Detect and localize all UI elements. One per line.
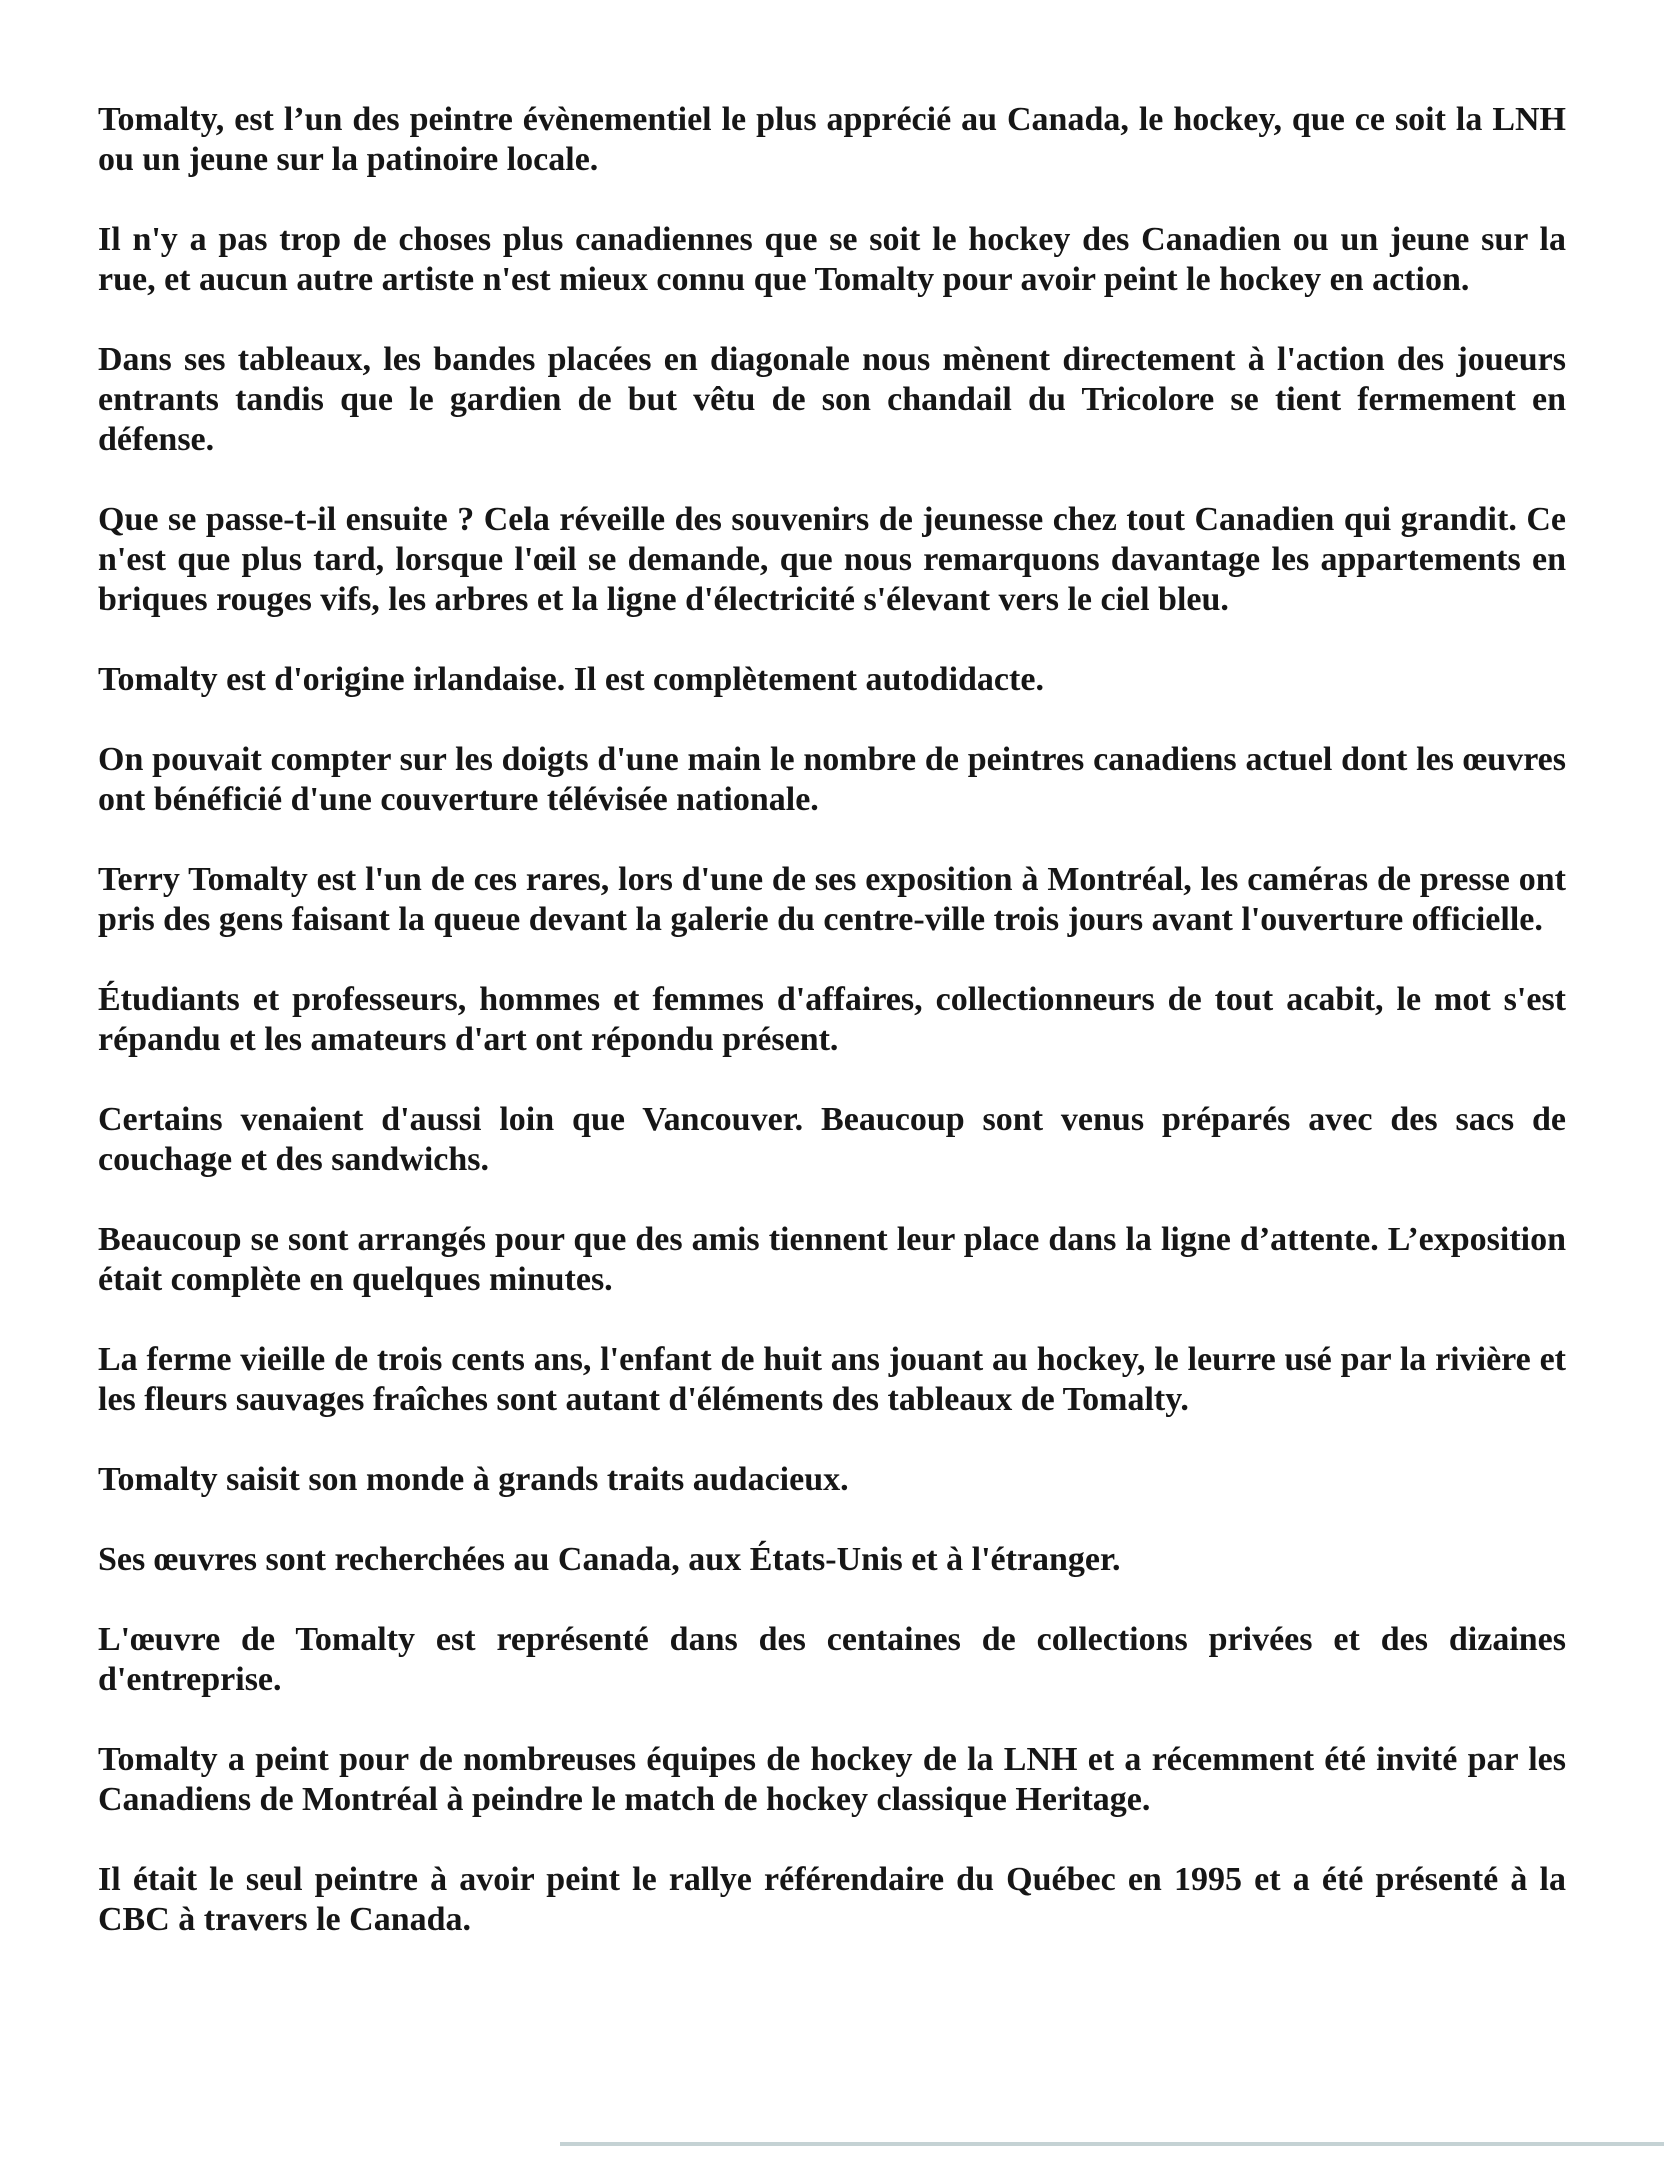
paragraph-8: Étudiants et professeurs, hommes et femmes d'affaires, collectionneurs de tout acabit, le mot s'est répandu et les amateurs d'art ont répondu présent. [98, 981, 1566, 1058]
document-body [98, 100, 1566, 1940]
scan-edge-line [560, 2142, 1664, 2146]
paragraph-16: Il était le seul peintre à avoir peint le rallye référendaire du Québec en 1995 et a été présenté à la CBC à travers le Canada. [98, 1861, 1566, 1938]
paragraph-15: Tomalty a peint pour de nombreuses équipes de hockey de la LNH et a récemment été invité par les Canadiens de Montréal à peindre le match de hockey classique Heritage. [98, 1741, 1566, 1818]
paragraph-5: Tomalty est d'origine irlandaise. Il est complètement autodidacte. [98, 661, 1044, 698]
paragraph-7: Terry Tomalty est l'un de ces rares, lors d'une de ses exposition à Montréal, les caméras de presse ont pris des gens faisant la queue devant la galerie du centre-ville trois jours avant l'ouverture officielle. [98, 861, 1566, 938]
paragraph-3: Dans ses tableaux, les bandes placées en diagonale nous mènent directement à l'action des joueurs entrants tandis que le gardien de but vêtu de son chandail du Tricolore se tient fermement en défense. [98, 341, 1566, 458]
paragraph-6: On pouvait compter sur les doigts d'une main le nombre de peintres canadiens actuel dont les œuvres ont bénéficié d'une couverture télévisée nationale. [98, 741, 1566, 818]
paragraph-12: Tomalty saisit son monde à grands traits audacieux. [98, 1461, 849, 1498]
paragraph-9: Certains venaient d'aussi loin que Vancouver. Beaucoup sont venus préparés avec des sacs de couchage et des sandwichs. [98, 1101, 1566, 1178]
paragraph-13: Ses œuvres sont recherchées au Canada, aux États-Unis et à l'étranger. [98, 1541, 1121, 1578]
paragraph-1: Tomalty, est l’un des peintre évènementiel le plus apprécié au Canada, le hockey, que ce soit la LNH ou un jeune sur la patinoire locale. [98, 101, 1566, 178]
paragraph-11: La ferme vieille de trois cents ans, l'enfant de huit ans jouant au hockey, le leurre usé par la rivière et les fleurs sauvages fraîches sont autant d'éléments des tableaux de Tomalty. [98, 1341, 1566, 1418]
paragraph-2: Il n'y a pas trop de choses plus canadiennes que se soit le hockey des Canadien ou un jeune sur la rue, et aucun autre artiste n'est mieux connu que Tomalty pour avoir peint le hockey en action. [98, 221, 1566, 298]
paragraph-4: Que se passe-t-il ensuite ? Cela réveille des souvenirs de jeunesse chez tout Canadien qui grandit. Ce n'est que plus tard, lorsque l'œil se demande, que nous remarquons davantage les appartements en briques rouges vifs, les arbres et la ligne d'électricité s'élevant vers le ciel bleu. [98, 501, 1566, 618]
paragraph-14: L'œuvre de Tomalty est représenté dans des centaines de collections privées et des dizaines d'entreprise. [98, 1621, 1566, 1698]
paragraph-10: Beaucoup se sont arrangés pour que des amis tiennent leur place dans la ligne d’attente. L’exposition était complète en quelques minutes. [98, 1221, 1566, 1298]
